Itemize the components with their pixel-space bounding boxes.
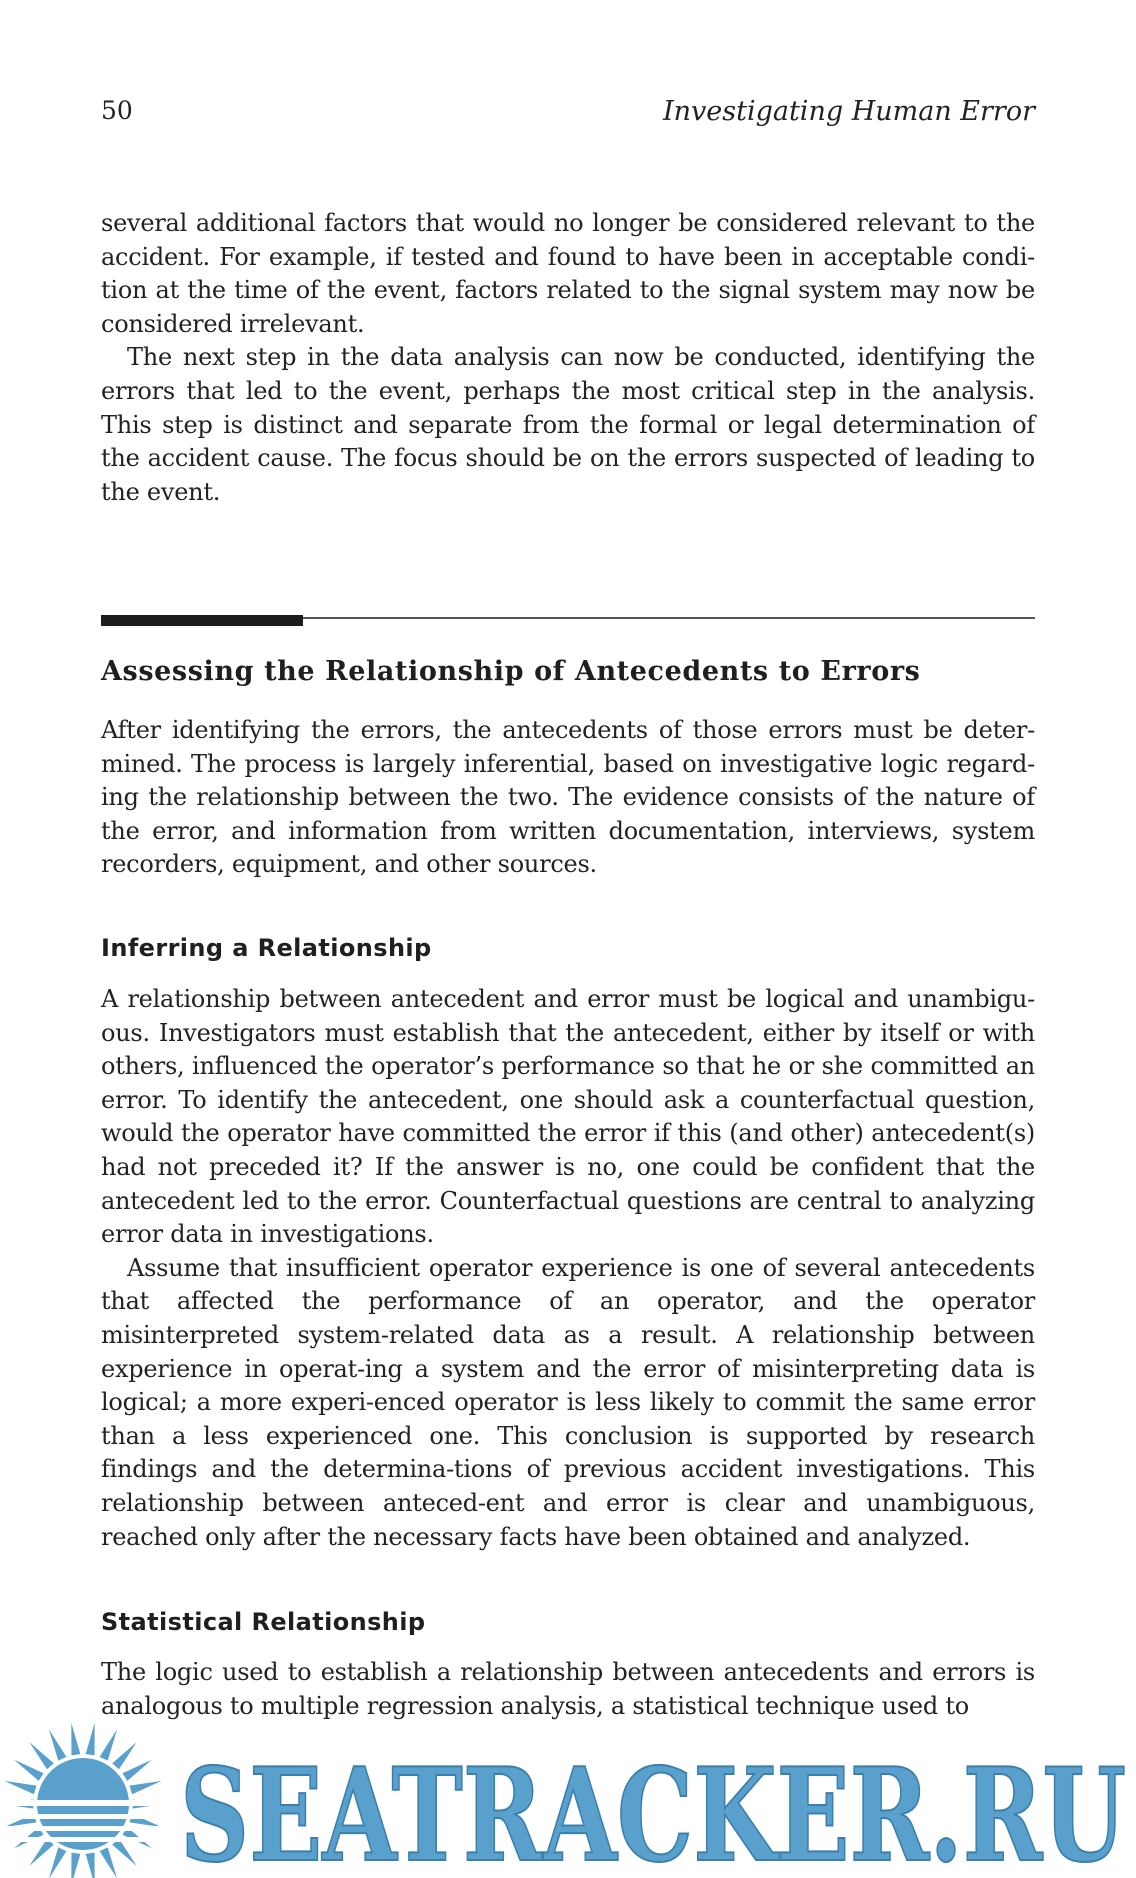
subsection-statistical-text [101,1656,1035,1723]
section-paragraph-1: After identifying the errors, the antecedents of those errors must be deter-mined. The process is largely inferential, based on investigative logic regard-ing the relationship between the two. The evidence consists of the nature of the error, and information from written documentation, interviews, system recorders, equipment, and other sources. [101,716,1035,879]
sun-ray [49,1847,66,1878]
sun-ray [29,1839,53,1866]
sun-ray [122,1760,152,1781]
inferring-paragraph-2: Assume that insufficient operator experience is one of several antecedents that affected the performance of an operator, and the operator misinterpreted system-related data as a result. A relationship between experience in operat-ing a system and the error of misinterpreting data is logical; a more experi-enced operator is less likely to commit the same error than a less experienced one. This conclusion is supported by research findings and the determina-tions of previous accident investigations. This relationship between anteced-ent and error is clear and unambiguous, reached only after the necessary facts have been obtained and analyzed. [101,1253,1035,1551]
subsection-inferring-text [101,983,1035,1554]
sun-ray [86,1853,95,1878]
sun-ray [100,1847,117,1878]
sun-ray [14,1760,44,1781]
inferring-paragraph-1: A relationship between antecedent and error must be logical and unambigu-ous. Investigators must establish that the antecedent, either by itself or with others, influenced the operator’s performance so that he or she committed an error. To identify the antecedent, one should ask a counterfactual question, would the operator have committed the error if this (and other) antecedent(s) had not preceded it? If the answer is no, one could be confident that the antecedent led to the error. Counterfactual questions are central to analyzing error data in investigations. [101,985,1035,1249]
sun-ray [71,1723,80,1756]
sun-ray [4,1781,36,1794]
sun-ray [130,1781,162,1794]
sun-ray [71,1853,80,1878]
intro-text [101,207,1035,509]
running-title: Investigating Human Error [662,96,1035,127]
page-number: 50 [101,96,133,125]
intro-paragraph-2: The next step in the data analysis can now be conducted, identifying the errors that led to the event, perhaps the most critical step in the analysis. This step is distinct and separate from the formal or legal determination of the accident cause. The focus should be on the errors suspected of leading to the event. [101,343,1035,506]
sun-ray [100,1729,117,1760]
sun-ray [86,1723,95,1756]
sun-logo-icon [0,1723,170,1878]
section-text [101,714,1035,882]
intro-paragraph-1: several additional factors that would no longer be considered relevant to the accident. For example, if tested and found to have been in acceptable condi-tion at the time of the event, factors related to the signal system may now be considered irrelevant. [101,209,1035,338]
section-rule-accent [101,615,303,626]
watermark-text: SEATRACKER.RU [180,1741,1126,1878]
sun-ray [112,1839,136,1866]
sun-ray [29,1742,53,1769]
subsection-heading-statistical: Statistical Relationship [101,1608,426,1636]
sun-ray [112,1742,136,1769]
section-heading: Assessing the Relationship of Antecedents to Errors [101,656,921,687]
watermark-logo [0,1718,1136,1878]
sun-ray [49,1729,66,1760]
subsection-heading-inferring: Inferring a Relationship [101,934,432,962]
statistical-paragraph-1: The logic used to establish a relationship between antecedents and errors is analogous to multiple regression analysis, a statistical technique used to [101,1658,1035,1720]
